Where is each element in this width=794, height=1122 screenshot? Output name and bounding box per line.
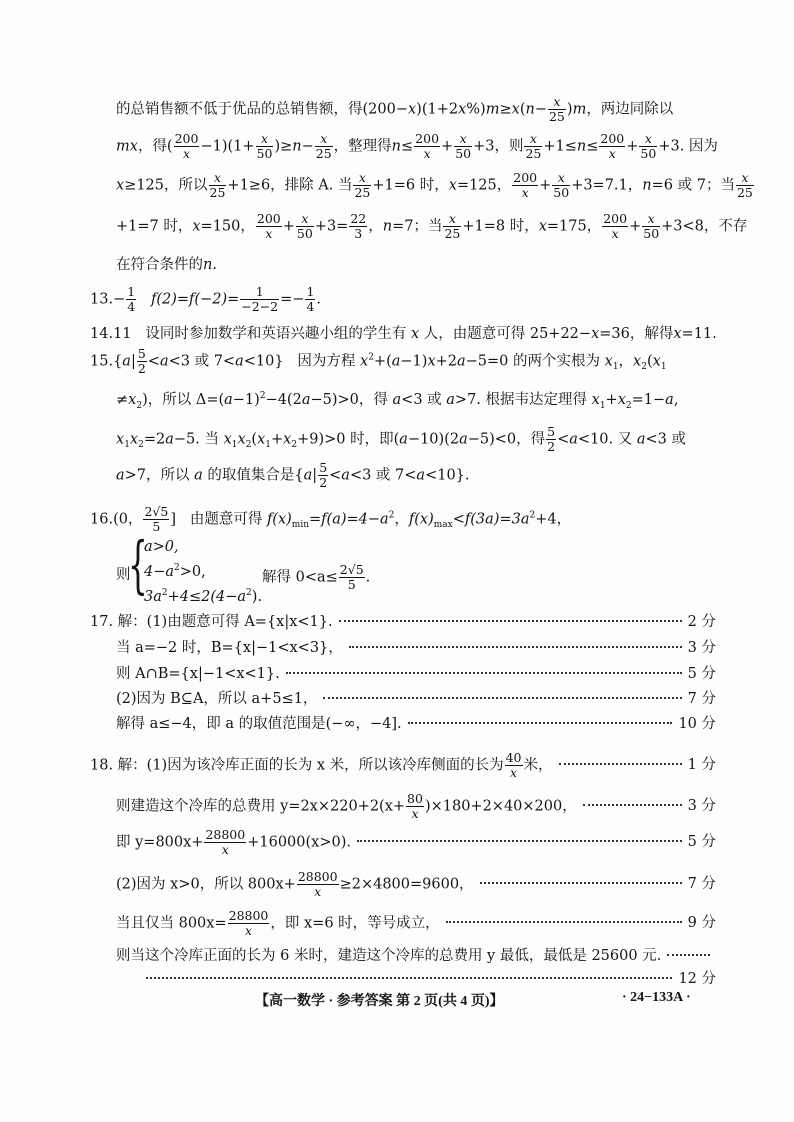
text: ) [566,101,573,118]
text: =2 [143,431,166,448]
text: =6 或 7；当 [651,177,735,194]
text: 则 [116,567,131,583]
fraction: $\frac{40}{x}$ [505,750,522,780]
fraction: $\frac{200}{x}$ [603,211,628,241]
text: 由题意可得 [189,511,263,528]
text: 解得 a≤−4，即 a 的取值范围是(−∞，−4]. [116,716,402,732]
score: 2 分 [687,614,716,630]
score: 5 分 [687,834,716,851]
p14-line: 14.11 设同时参加数学和英语兴趣小组的学生有 x 人，由题意可得 25+22−x=36，解得x=11. [90,326,717,342]
text: 解得 0<a≤ [262,569,338,586]
text: −5)>0，得 [310,392,388,408]
fraction: $\frac{1}{-2-2}$ [241,284,279,314]
text: ≥2×4800=9600， [339,876,474,893]
text: −5)<0，得 [467,431,546,448]
text: 18. 解：(1)因为该冷库正面的长为 x 米，所以该冷库侧面的长为 [90,757,504,774]
fraction: $\frac{2√5}{5}$ [339,562,364,592]
fraction: $\frac{5}{2}$ [137,346,146,376]
fraction: $\frac{x}{25}$ [736,170,753,200]
fraction: $\frac{5}{2}$ [319,460,328,490]
text: )×180+2×40×200， [424,798,577,815]
text: . [316,291,321,308]
text: ≥125，所以 [124,177,208,194]
text: | [130,353,136,370]
text: =f(a)=4−a [309,511,389,528]
text: +1=8 时， [462,218,539,235]
leader-dots [559,763,682,765]
text: ≠ [116,392,129,408]
text: +1≤ [543,138,577,155]
leader-dots [583,804,682,806]
text: + [626,138,639,155]
text: ，整理得 [333,138,392,155]
problem-number: 16. [90,511,114,528]
text: +16000(x>0). [247,834,351,851]
text: ≤ [586,138,599,155]
fraction: $\frac{x}{25}$ [354,170,371,200]
problem-number: 14. [90,326,114,342]
text: 则建造这个冷库的总费用 y=2x×220+2(x+ [116,798,406,815]
text: 在符合条件的 [116,257,203,273]
text: ] [170,511,176,528]
text: +3<8，不存 [661,218,748,235]
fraction: $\frac{28800}{x}$ [228,908,269,938]
text: 则 A∩B={x|−1<x<1}. [116,666,280,682]
answer: 11 [113,326,132,342]
p17-row3 [116,662,716,683]
leader-dots [408,722,673,724]
text: +1=6 时， [372,177,449,194]
text: +9)>0 时，即( [297,431,400,448]
text: <10} [243,353,284,370]
text: ，得( [137,138,173,155]
text: −1) [232,392,260,408]
p18-row4 [116,870,716,899]
text: <3 或 [645,431,686,448]
fraction: $\frac{x}{50}$ [640,131,657,161]
text: ( [251,431,258,448]
text: )≥ [274,138,293,155]
text: <10. 又 [577,431,633,448]
footer-doc-code: · 24−133A · [622,990,691,1005]
fraction: $\frac{x}{25}$ [315,131,332,161]
text: 则当这个冷库正面的长为 6 米时，建造这个冷库的总费用 y 最低，最低是 25600 元. [116,948,662,964]
score: 7 分 [687,691,716,707]
text: >0, [179,563,206,580]
fraction: $\frac{200}{x}$ [415,131,440,161]
text: =11. [681,326,717,342]
text: − [113,291,126,308]
text: =175， [546,218,602,235]
text: 人，由题意可得 25+22− [423,326,592,342]
leader-dots [339,620,682,622]
text: + [605,392,618,408]
score: 10 分 [678,716,716,732]
problem-number: 15. [90,353,114,370]
fraction: $\frac{x}{50}$ [296,211,313,241]
p17-row4 [116,687,716,708]
system-brace: { [128,528,148,601]
text: (2)因为 B⊆A，所以 a+5≤1， [116,691,318,707]
fraction: $\frac{x}{50}$ [643,211,660,241]
fraction: $\frac{200}{x}$ [174,131,199,161]
text: . [365,569,371,586]
text: + [282,218,295,235]
p18-row6 [116,944,716,965]
p16-cond3: $3a^2+4\le 2(4-a^2)$. [144,588,263,605]
text: 4−a [144,563,175,580]
text: =125， [456,177,512,194]
text: =1− [631,392,666,408]
score: 5 分 [687,666,716,682]
p18-row7 [116,967,716,988]
text: < [557,431,570,448]
leader-dots [286,672,682,674]
p18-row2 [116,792,716,821]
p17-row1 [90,610,716,631]
text: +3= [314,218,349,235]
text: 米， [523,757,553,774]
text: + [629,218,642,235]
text: ≥ [499,101,512,118]
text: −1)(1+ [200,138,255,155]
score: 9 分 [687,915,716,932]
fraction: $\frac{200}{x}$ [513,170,538,200]
p15-line4: a>7，所以 a 的取值集合是{a| $\frac{5}{2}$ <a<3 或 7<a<10}. [116,460,470,490]
p16-cond2: $4-a^2>0$, [144,563,206,580]
fraction: $\frac{22}{3}$ [350,211,367,241]
text: + [441,138,454,155]
text: − [534,101,547,118]
fraction: $\frac{28800}{x}$ [205,827,246,857]
text: 3a [144,588,162,605]
text: ≤ [401,138,414,155]
p15-line1: 15.{a| $\frac{5}{2}$ <a<3 或 7<a<10} 因为方程 $x^2+(a-1)x+2a-5=0$ 的两个实根为 $x_1$，$x_2(x_1$ [90,346,667,376]
p12-line1: 的总销售额不低于优品的总销售额，得(200−x)(1+2x%)m≥x(n− $\frac{x}{25}$ )m，两边同除以 [116,94,674,124]
text: + [539,177,552,194]
text: < [329,467,342,484]
text: <10}. [425,467,470,484]
text: ). [251,588,263,605]
text: <3 或 7< [168,353,236,370]
text: >7，所以 [124,467,190,484]
text: | [312,467,318,484]
text: f(x) [408,511,434,528]
score: 1 分 [687,757,716,774]
fraction: $\frac{200}{x}$ [256,211,281,241]
fraction: $\frac{x}{25}$ [444,211,461,241]
problem-number: 13. [90,291,114,308]
text: < [147,353,160,370]
fraction: $\frac{x}{50}$ [553,170,570,200]
fraction: $\frac{5}{2}$ [547,424,556,454]
text: =150， [200,218,255,235]
leader-dots [667,954,710,956]
text: f(2)=f(−2)= [151,291,240,308]
text: (2)因为 x>0，所以 800x+ [116,876,296,893]
text: −5. 当 [173,431,219,448]
p18-row5 [116,909,716,938]
text: <3 或 7< [349,467,417,484]
text: 17. 解：(1)由题意可得 A={x|x<1}. [90,614,333,630]
text: +4≤2(4−a [167,588,247,605]
score: 7 分 [687,876,716,893]
text: <f(3a)=3a [452,511,530,528]
p12-line3: x≥125，所以 $\frac{x}{25}$ +1≥6，排除 A. 当 $\frac{x}{25}$ +1=6 时，x=125， $\frac{200}{x}$ + $\frac{x}{50}$ +3=7.1，n=6 或 7；当 $\frac{x}{25}$ [116,170,753,200]
leader-dots [323,697,681,699]
leader-dots [349,646,682,648]
text: =− [280,291,305,308]
leader-dots [146,977,672,979]
text: +3=7.1， [571,177,643,194]
text: +( [373,353,392,370]
text: . [212,257,217,273]
fraction: $\frac{80}{x}$ [407,791,423,821]
text: −10)(2 [407,431,460,448]
fraction: $\frac{x}{25}$ [548,94,565,124]
text: ， [394,511,409,528]
text: ， [368,218,383,235]
text: +2 [435,353,457,370]
text: 当 a=−2 时，B={x|−1<x<3}， [116,640,343,656]
text: )，所以 Δ=( [142,392,225,408]
score: 3 分 [687,640,716,656]
text: − [301,138,314,155]
p18-row1 [90,751,716,780]
text: + [271,431,284,448]
text: 设同时参加数学和英语兴趣小组的学生有 [145,326,407,342]
p15-line2: $\ne x_2$)，所以 $\Delta=(a-1)^2-4(2a-5)>0$，得 a<3 或 a>7. 根据韦达定理得 $x_1+x_2=1-a$, [116,391,679,411]
text: 即 y=800x+ [116,834,204,851]
text: +4， [535,511,572,528]
text: −1) [400,353,428,370]
score: 12 分 [678,971,716,987]
text: −4(2 [265,392,302,408]
fraction: $\frac{x}{25}$ [209,170,226,200]
p15-line3: $x_1x_2=2a-5$. 当 $x_1x_2(x_1+x_2+9)>0$ 时，即(a−10)(2a−5)<0，得 $\frac{5}{2}$ <a<10. 又 a<3 或 [116,424,686,454]
fraction: $\frac{x}{50}$ [455,131,472,161]
fraction: $\frac{2√5}{5}$ [144,504,169,534]
text: 当且仅当 800x= [116,915,227,932]
fraction: $\frac{1}{4}$ [306,284,315,314]
text: >7. 根据韦达定理得 [454,392,588,408]
fraction: $\frac{x}{25}$ [525,131,542,161]
text: f(x) [266,511,292,528]
p17-row2 [116,636,716,657]
text: =7；当 [392,218,443,235]
text: +1≥6，排除 A. 当 [227,177,353,194]
leader-dots [480,882,682,884]
text: ，即 x=6 时，等号成立， [270,915,440,932]
text: +1=7 时， [116,218,193,235]
text: a>0, [144,539,179,555]
fraction: $\frac{1}{4}$ [127,284,136,314]
subscript: min [291,520,310,531]
leader-dots [446,921,682,923]
text: ( [519,101,526,118]
p16-cond1 [144,539,716,555]
fraction: $\frac{200}{x}$ [600,131,625,161]
score: 3 分 [687,798,716,815]
text: (0， [113,511,143,528]
text: )(1+2 [416,101,459,118]
text: ，两边同除以 [586,101,674,118]
p12-line2: mx，得( $\frac{200}{x}$ −1)(1+ $\frac{x}{50}$ )≥n− $\frac{x}{25}$ ，整理得n≤ $\frac{200}{x}$ + $\frac{x}{50}$ +3，则 $\frac{x}{25}$ +1≤n≤ $\frac{200}{x}$ + $\frac{x}{50}$ +3. 因为 [116,131,718,161]
fraction: $\frac{28800}{x}$ [297,869,338,899]
p17-row5 [116,712,716,733]
fraction: $\frac{x}{50}$ [256,131,273,161]
p12-line5: 在符合条件的n. [116,257,217,273]
p18-row3 [116,828,716,857]
text: +3，则 [473,138,524,155]
text: 因为方程 [297,353,356,370]
text: <3 或 [401,392,442,408]
text: 的总销售额不低于优品的总销售额，得(200− [116,101,408,118]
text: −5=0 的两个实根为 [465,353,601,370]
p16-line1: 16.(0， $\frac{2√5}{5}$ ] 由题意可得 $f(x)_{min}=f(a)=4-a^2$，$f(x)_{max}<f(3a)=3a^2+4$， [90,504,572,534]
leader-dots [357,840,682,842]
text: =36，解得 [599,326,674,342]
text: +3. 因为 [658,138,718,155]
subscript: max [433,520,453,531]
footer-page-info: 【高一数学 · 参考答案 第 2 页(共 4 页)】 [255,994,504,1009]
text: { [113,353,123,370]
text: 的取值集合是{ [207,467,304,484]
p13-line [90,285,716,314]
p12-line4: +1=7 时，x=150， $\frac{200}{x}$ + $\frac{x}{50}$ +3= $\frac{22}{3}$ ，n=7；当 $\frac{x}{25}$ +1=8 时，x=175， $\frac{200}{x}$ + $\frac{x}{50}$ +3<8，不存 [116,211,748,241]
text: %) [466,101,486,118]
